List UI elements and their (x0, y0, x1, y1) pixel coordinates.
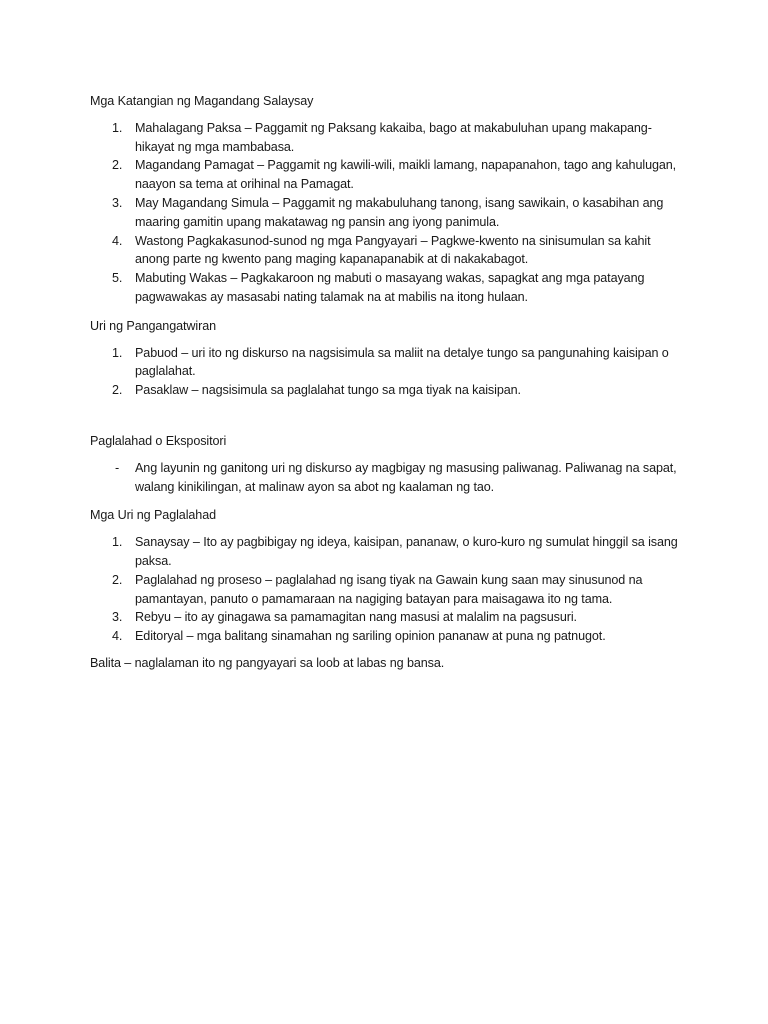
list-item (90, 269, 680, 307)
list-item-text: Pabuod – uri ito ng diskurso na nagsisimula sa maliit na detalye tungo sa pangunahing kaisipan o paglalahat. (135, 345, 669, 379)
list-item-text: Editoryal – mga balitang sinamahan ng sariling opinion pananaw at puna ng patnugot. (135, 629, 606, 644)
list-item-text: Mabuting Wakas – Pagkakaroon ng mabuti o masayang wakas, sapagkat ang mga patayang pagwawakas ay masasabi nating talamak na at mabilis na itong hulaan. (135, 271, 645, 304)
list-marker: 2. (112, 572, 123, 587)
balita-paragraph: Balita – naglalaman ito ng pangyayari sa loob at labas ng bansa. (90, 655, 445, 670)
list-item (90, 344, 680, 382)
list-marker: 2. (112, 158, 123, 173)
section-gap (90, 406, 680, 432)
list-marker: 3. (112, 610, 123, 625)
section-heading-paglalahad: Paglalahad o Ekspositori (90, 433, 227, 448)
list-item-text: Paglalahad ng proseso – paglalahad ng isang tiyak na Gawain kung saan may sinusunod na pamantayan, panuto o pamamaraan na nagiging batayan para maisagawa ito ng tama. (135, 572, 643, 606)
list-item-text: Sanaysay – Ito ay pagbibigay ng ideya, kaisipan, pananaw, o kuro-kuro ng sumulat hinggil sa isang paksa. (135, 535, 678, 568)
list-marker: - (115, 460, 120, 475)
list-item (90, 119, 680, 157)
document-body (90, 92, 680, 673)
list-item (90, 459, 680, 497)
list-item-text: Magandang Pamagat – Paggamit ng kawili-wili, maikli lamang, napapanahon, tago ang kahulugan, naayon sa tema at orihinal na Pamagat. (135, 158, 677, 192)
list-item (90, 571, 680, 609)
list-marker: 3. (112, 195, 123, 210)
list-pangangatwiran (90, 344, 680, 400)
list-item (90, 608, 680, 627)
list-item-text: May Magandang Simula – Paggamit ng makabuluhang tanong, isang sawikain, o kasabihan ang maaring gamitin upang makatawag ng pansin ang iyong panimula. (135, 195, 664, 229)
section-heading-katangian: Mga Katangian ng Magandang Salaysay (90, 94, 314, 108)
list-item-text: Wastong Pagkakasunod-sunod ng mga Pangyayari – Pagkwe-kwento na sinisumulan sa kahit anong parte ng kwento pang maging kapanapanabik at di nakakabagot. (135, 233, 651, 267)
list-item (90, 627, 680, 646)
list-marker: 1. (112, 535, 123, 550)
list-item-text: Rebyu – ito ay ginagawa sa pamamagitan nang masusi at malalim na pagsusuri. (135, 610, 577, 625)
list-paglalahad (90, 459, 680, 497)
list-item (90, 232, 680, 270)
list-marker: 1. (112, 345, 123, 360)
list-item-text: Mahalagang Paksa – Paggamit ng Paksang kakaiba, bago at makabuluhan upang makapang-hikayat ng mga mambabasa. (135, 120, 652, 154)
section-heading-pangangatwiran: Uri ng Pangangatwiran (90, 318, 217, 333)
list-marker: 2. (112, 383, 123, 398)
list-marker: 1. (112, 120, 123, 135)
list-uri-paglalahad (90, 533, 680, 646)
list-item-text: Ang layunin ng ganitong uri ng diskurso ay magbigay ng masusing paliwanag. Paliwanag na sapat, walang kinikilingan, at malinaw ayon sa abot ng kaalaman ng tao. (135, 460, 677, 494)
list-katangian (90, 119, 680, 307)
list-item (90, 156, 680, 194)
list-marker: 4. (112, 629, 123, 644)
list-item (90, 381, 680, 400)
list-marker: 4. (112, 233, 123, 248)
list-marker: 5. (112, 271, 123, 286)
section-heading-uri-paglalahad: Mga Uri ng Paglalahad (90, 508, 217, 523)
list-item (90, 533, 680, 571)
list-item (90, 194, 680, 232)
list-item-text: Pasaklaw – nagsisimula sa paglalahat tungo sa mga tiyak na kaisipan. (135, 383, 521, 398)
